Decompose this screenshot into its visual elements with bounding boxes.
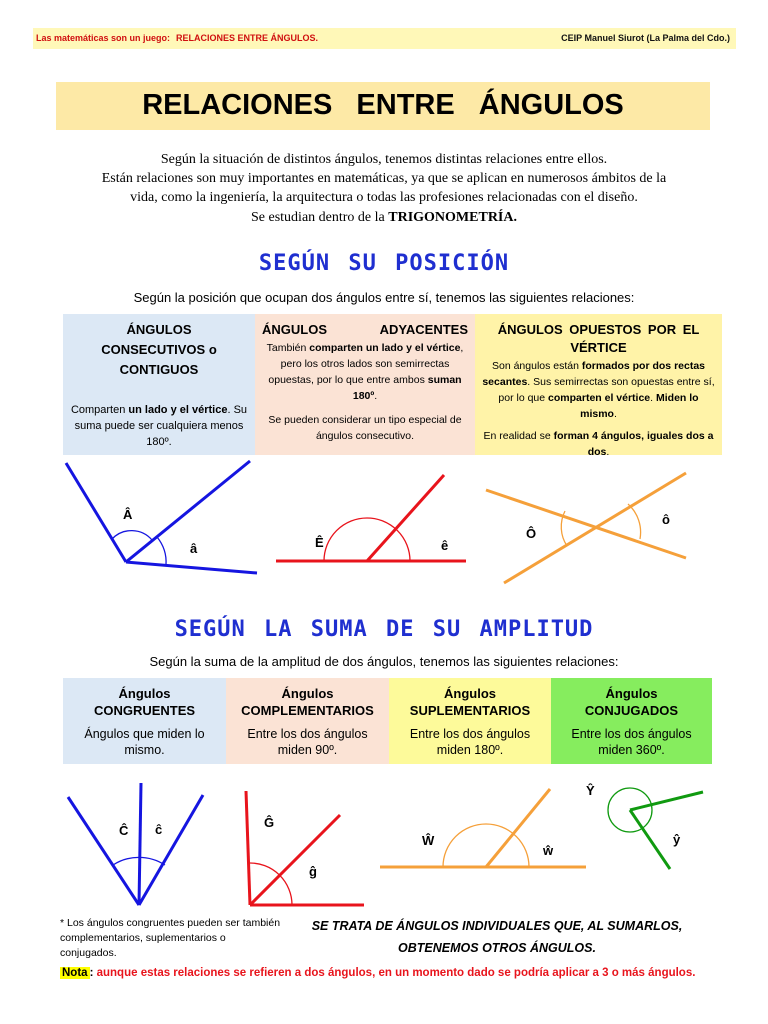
congruent-ray-2 <box>139 783 141 905</box>
consecutive-description <box>70 402 248 450</box>
supplementary-angles-figure <box>380 789 586 867</box>
supplementary-description: Entre los dos ángulos miden 180º. <box>409 727 531 757</box>
header-subject <box>36 33 318 43</box>
sum-figures <box>0 775 768 910</box>
adjacent-description-1 <box>262 340 468 404</box>
label-c: ĉ <box>155 822 163 837</box>
congruent-angles-figure <box>68 783 203 905</box>
box-congruent-angles <box>63 678 226 764</box>
position-heading: SEGÚN SU POSICIÓN <box>258 251 510 276</box>
congruent-label-2: CONGRUENTES <box>93 703 196 718</box>
supplementary-ray-3 <box>486 789 550 867</box>
label-o: ô <box>662 512 670 527</box>
label-y: ŷ <box>673 832 681 847</box>
nota-label: Nota <box>62 967 88 979</box>
opposite-description-1 <box>482 358 715 422</box>
trigonometry-term: TRIGONOMETRÍA. <box>388 210 517 225</box>
box-complementary-angles <box>226 678 389 764</box>
opposite-p1-c: . Sus semirrectas son opuestas entre sí, por lo que <box>498 376 715 404</box>
label-C: Ĉ <box>119 823 129 838</box>
consecutive-title-1: ÁNGULOS <box>126 322 192 337</box>
consecutive-arc-A <box>112 531 152 540</box>
nota-line <box>60 967 740 979</box>
box-adjacent-angles <box>255 314 475 455</box>
consecutive-ray-1 <box>66 463 126 562</box>
adjacent-angles-figure <box>276 475 466 561</box>
consecutive-title-3: CONTIGUOS <box>119 362 199 377</box>
individual-angles-note <box>292 915 702 959</box>
intro-line-2: Están relaciones son muy importantes en matemáticas, ya que se aplican en numerosos ámbitos de la <box>101 171 667 186</box>
nota-text: aunque estas relaciones se refieren a dos ángulos, en un momento dado se podría aplicar a 3 o más ángulos. <box>96 967 696 979</box>
opposite-title-1: ÁNGULOS OPUESTOS POR EL <box>497 322 700 337</box>
opposite-p2-c: . <box>606 446 610 458</box>
header-school: CEIP Manuel Siurot (La Palma del Cdo.) <box>561 33 730 43</box>
title-band <box>56 82 710 130</box>
opposite-p1-g: . <box>613 408 617 420</box>
label-O: Ô <box>526 526 537 541</box>
opposite-p1-d: comparten el vértice <box>548 392 651 404</box>
conjugate-angles-figure <box>586 783 703 869</box>
complementary-label-2: COMPLEMENTARIOS <box>241 703 374 718</box>
label-Y: Ŷ <box>586 783 595 798</box>
adjacent-p1-e: . <box>374 390 378 402</box>
complementary-description: Entre los dos ángulos miden 90º. <box>247 727 368 757</box>
consecutive-ray-2 <box>126 461 250 562</box>
nota-colon: : <box>89 967 94 979</box>
label-E: Ê <box>315 535 324 550</box>
box-supplementary-angles <box>389 678 551 764</box>
consecutive-desc-c: . Su suma puede ser cualquiera menos 180º. <box>74 404 248 448</box>
header-prefix: Las matemáticas son un juego: <box>36 33 171 43</box>
header-bar <box>33 28 736 49</box>
box-conjugate-angles <box>551 678 712 764</box>
intro-line-4-text: Se estudian dentro de la <box>251 210 385 225</box>
opposite-arc-right <box>628 504 641 539</box>
box-opposite-angles <box>475 314 722 458</box>
adjacent-p1-b: comparten un lado y el vértice <box>309 342 461 354</box>
consecutive-arc-a <box>157 537 166 565</box>
adjacent-p1-a: También <box>266 342 307 354</box>
conjugate-description: Entre los dos ángulos miden 360º. <box>571 727 692 757</box>
supplementary-label-2: SUPLEMENTARIOS <box>409 703 531 718</box>
label-A: Â <box>123 507 133 522</box>
consecutive-desc-a: Comparten <box>70 404 126 416</box>
adjacent-title-left: ÁNGULOS <box>262 322 327 337</box>
complementary-angles-figure <box>246 791 364 905</box>
opposite-p1-f: Miden lo mismo <box>580 392 699 420</box>
opposite-line-1 <box>486 490 686 558</box>
position-subline: Según la posición que ocupan dos ángulos entre sí, tenemos las siguientes relaciones: <box>133 290 635 305</box>
opposite-p1-a: Son ángulos están <box>491 360 579 372</box>
position-figures <box>0 455 768 595</box>
consecutive-ray-3 <box>126 562 257 573</box>
opposite-p1-e: . <box>650 392 654 404</box>
label-W: Ŵ <box>422 833 435 848</box>
intro-line-3: vida, como la ingeniería, la arquitectura o todas las profesiones relacionadas con el diseño. <box>130 190 638 205</box>
label-g: ĝ <box>309 864 317 879</box>
sum-heading: SEGÚN LA SUMA DE SU AMPLITUD <box>174 617 594 642</box>
congruent-footnote: * Los ángulos congruentes pueden ser también complementarios, suplementarios o conjugados. <box>60 917 281 959</box>
adjacent-ray <box>367 475 444 561</box>
adjacent-description-2: Se pueden considerar un tipo especial de ángulos consecutivo. <box>268 414 462 442</box>
opposite-p2-a: En realidad se <box>483 430 551 442</box>
consecutive-angles-figure <box>66 461 257 573</box>
adjacent-arc <box>324 518 410 561</box>
opposite-p1-b: formados por dos rectas secantes <box>482 360 706 388</box>
supplementary-label-1: Ángulos <box>444 686 496 701</box>
intro-line-4 <box>60 208 708 227</box>
header-topic: RELACIONES ENTRE ÁNGULOS. <box>176 33 319 43</box>
box-consecutive-angles <box>63 314 255 455</box>
consecutive-desc-b: un lado y el vértice <box>128 404 228 416</box>
label-G: Ĝ <box>264 815 275 830</box>
intro-line-1: Según la situación de distintos ángulos, tenemos distintas relaciones entre ellos. <box>160 152 608 167</box>
adjacent-p1-d: suman 180º <box>352 374 462 402</box>
conjugate-label-1: Ángulos <box>605 686 658 701</box>
congruent-ray-1 <box>68 797 139 905</box>
complementary-ray-1 <box>246 791 250 905</box>
consecutive-title-2: CONSECUTIVOS o <box>101 342 217 357</box>
conjugate-ray-1 <box>630 792 703 810</box>
label-w: ŵ <box>543 843 554 858</box>
adjacent-title <box>262 320 468 340</box>
congruent-label-1: Ángulos <box>118 686 171 701</box>
adjacent-title-right: ADYACENTES <box>379 322 468 337</box>
opposite-title-2: VÉRTICE <box>570 340 627 355</box>
opposite-p2-b: forman 4 ángulos, iguales dos a dos <box>553 430 714 458</box>
congruent-description: Ángulos que miden lo mismo. <box>84 727 205 757</box>
opposite-angles-figure <box>486 473 686 583</box>
congruent-ray-3 <box>139 795 203 905</box>
label-e: ê <box>441 538 449 553</box>
page-title: RELACIONES ENTRE ÁNGULOS <box>142 89 624 121</box>
label-a: â <box>190 541 198 556</box>
conjugate-label-2: CONJUGADOS <box>584 703 679 718</box>
individual-note-line-1: SE TRATA DE ÁNGULOS INDIVIDUALES QUE, AL SUMARLOS, <box>311 919 683 933</box>
individual-note-line-2: OBTENEMOS OTROS ÁNGULOS. <box>398 941 596 955</box>
sum-subline: Según la suma de la amplitud de dos ángulos, tenemos las siguientes relaciones: <box>149 654 619 669</box>
adjacent-p1-c: , pero los otros lados son semirrectas opuestas, por lo que entre ambos <box>268 342 464 386</box>
complementary-label-1: Ángulos <box>281 686 334 701</box>
